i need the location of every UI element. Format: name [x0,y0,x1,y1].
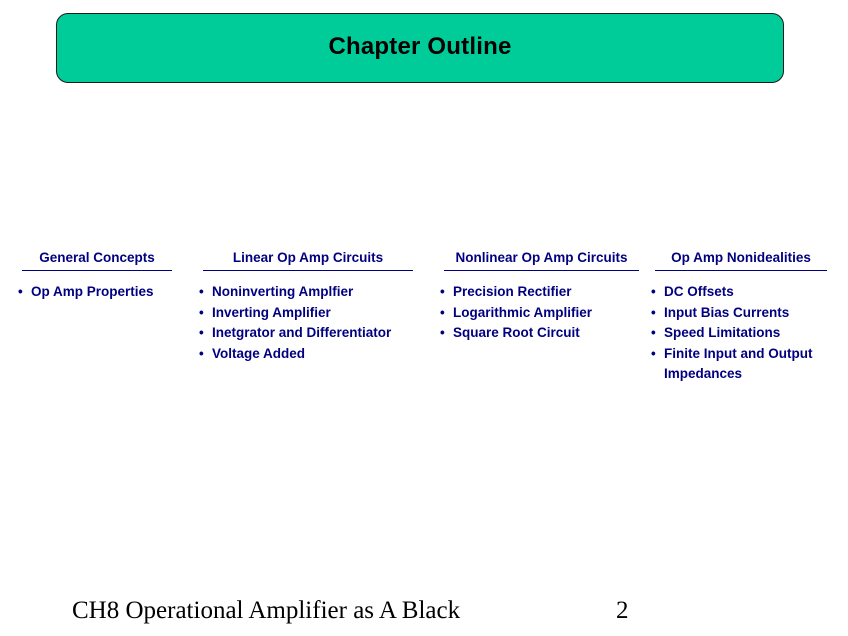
list-item: • Speed Limitations [651,323,844,344]
column-op-amp-nonidealities [651,250,844,385]
item-list [18,282,172,303]
column-header: General Concepts [22,250,172,271]
slide-footer: CH8 Operational Amplifier as A Black [72,597,461,624]
list-item: • Logarithmic Amplifier [440,303,639,324]
list-item: • Voltage Added [199,344,413,365]
chapter-title-box [56,13,784,83]
bullet-icon: • [651,284,656,299]
column-linear-op-amp-circuits [199,250,413,364]
column-header: Linear Op Amp Circuits [203,250,413,271]
bullet-icon: • [199,345,204,361]
item-list [651,282,844,385]
list-item: • Input Bias Currents [651,303,844,324]
page-number: 2 [616,597,629,624]
bullet-icon: • [651,345,656,361]
column-general-concepts [18,250,172,303]
bullet-icon: • [440,325,445,340]
bullet-icon: • [651,325,656,340]
bullet-icon: • [199,325,204,340]
column-header: Nonlinear Op Amp Circuits [444,250,639,271]
list-item: • Inverting Amplifier [199,303,413,324]
list-item: • Square Root Circuit [440,323,639,344]
column-header: Op Amp Nonidealities [655,250,827,271]
bullet-icon: • [651,304,656,320]
item-list [440,282,639,344]
bullet-icon: • [440,304,445,320]
list-item: • Finite Input and Output Impedances [651,345,813,381]
list-item: • DC Offsets [651,282,844,303]
list-item: • Noninverting Amplfier [199,282,413,303]
slide-title: Chapter Outline [328,33,512,60]
list-item: • Inetgrator and Differentiator [199,323,413,344]
bullet-icon: • [199,284,204,299]
list-item: • Op Amp Properties [18,282,172,303]
bullet-icon: • [199,304,204,320]
list-item: • Precision Rectifier [440,282,639,303]
column-nonlinear-op-amp-circuits [440,250,639,344]
bullet-icon: • [18,284,23,299]
bullet-icon: • [440,284,445,299]
item-list [199,282,413,364]
